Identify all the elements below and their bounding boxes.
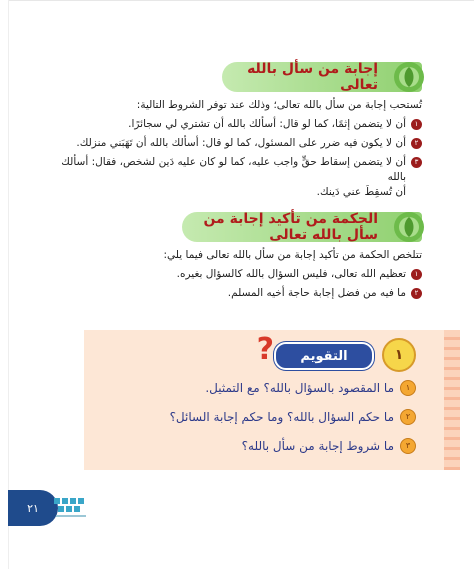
evaluation-questions: [92, 380, 416, 467]
page-border-top: [8, 0, 474, 1]
list-item: [56, 117, 422, 132]
list-item: [56, 267, 422, 282]
item-text: أن لا يتضمن إسقاط حقٍّ واجب عليه، كما لو كان عليه دَين لشخص، فقال: أسألك بالله: [61, 156, 406, 183]
leaf-ornament-icon: [390, 208, 428, 246]
evaluation-box: [84, 330, 460, 470]
section1-title: إجابة من سأل بالله تعالى: [247, 61, 378, 93]
question-mark-icon: ?: [256, 332, 274, 367]
evaluation-title-pill: [274, 342, 374, 370]
item-number: ١: [411, 269, 422, 280]
ministry-logo-icon: [52, 494, 92, 522]
section2-heading: [182, 212, 422, 242]
question-text: ما شروط إجابة من سأل بالله؟: [241, 439, 394, 453]
question-text: ما حكم السؤال بالله؟ وما حكم إجابة السائل؟: [169, 410, 394, 424]
evaluation-badge: ١: [382, 338, 416, 372]
item-text: أن لا يكون فيه ضرر على المسئول، كما لو قال: أسألك بالله أن تَهَبَني منزلك.: [76, 137, 406, 149]
section2-body: [56, 248, 422, 305]
question-item: [92, 380, 416, 396]
item-text: ما فيه من فضل إجابة حاجة أخيه المسلم.: [227, 287, 406, 299]
question-text: ما المقصود بالسؤال بالله؟ مع التمثيل.: [205, 381, 394, 395]
question-item: [92, 409, 416, 425]
list-item: [56, 136, 422, 151]
item-text: أن لا يتضمن إثمًا، كما لو قال: أسألك بالله أن تشتري لي سجائرًا.: [128, 118, 406, 130]
item-number: ١: [411, 119, 422, 130]
item-text: تعظيم الله تعالى، فليس السؤال بالله كالسؤال بغيره.: [176, 268, 406, 280]
list-item: [56, 155, 422, 185]
item-number: ٢: [411, 138, 422, 149]
evaluation-title: التقويم: [300, 348, 348, 364]
decorative-strip: [444, 330, 460, 470]
question-item: [92, 438, 416, 454]
section1-body: [56, 98, 422, 200]
question-number: ٣: [400, 438, 416, 454]
section1-heading: [222, 62, 422, 92]
section2-title: الحكمة من تأكيد إجابة من سأل بالله تعالى: [203, 211, 378, 243]
page-number-badge: [8, 490, 58, 526]
item-continuation: أن تُسقِطَ عني دَينك.: [316, 186, 406, 198]
page-number: ٢١: [27, 501, 39, 515]
page-border-left: [8, 0, 9, 569]
section2-intro: تتلخص الحكمة من تأكيد إجابة من سأل بالله تعالى فيما يلي:: [163, 249, 422, 261]
section1-intro: تُستحب إجابة من سأل بالله تعالى؛ وذلك عند توفر الشروط التالية:: [136, 99, 422, 111]
question-number: ١: [400, 380, 416, 396]
list-item: [56, 286, 422, 301]
item-number: ٢: [411, 288, 422, 299]
leaf-ornament-icon: [390, 58, 428, 96]
question-number: ٢: [400, 409, 416, 425]
item-number: ٣: [411, 157, 422, 168]
